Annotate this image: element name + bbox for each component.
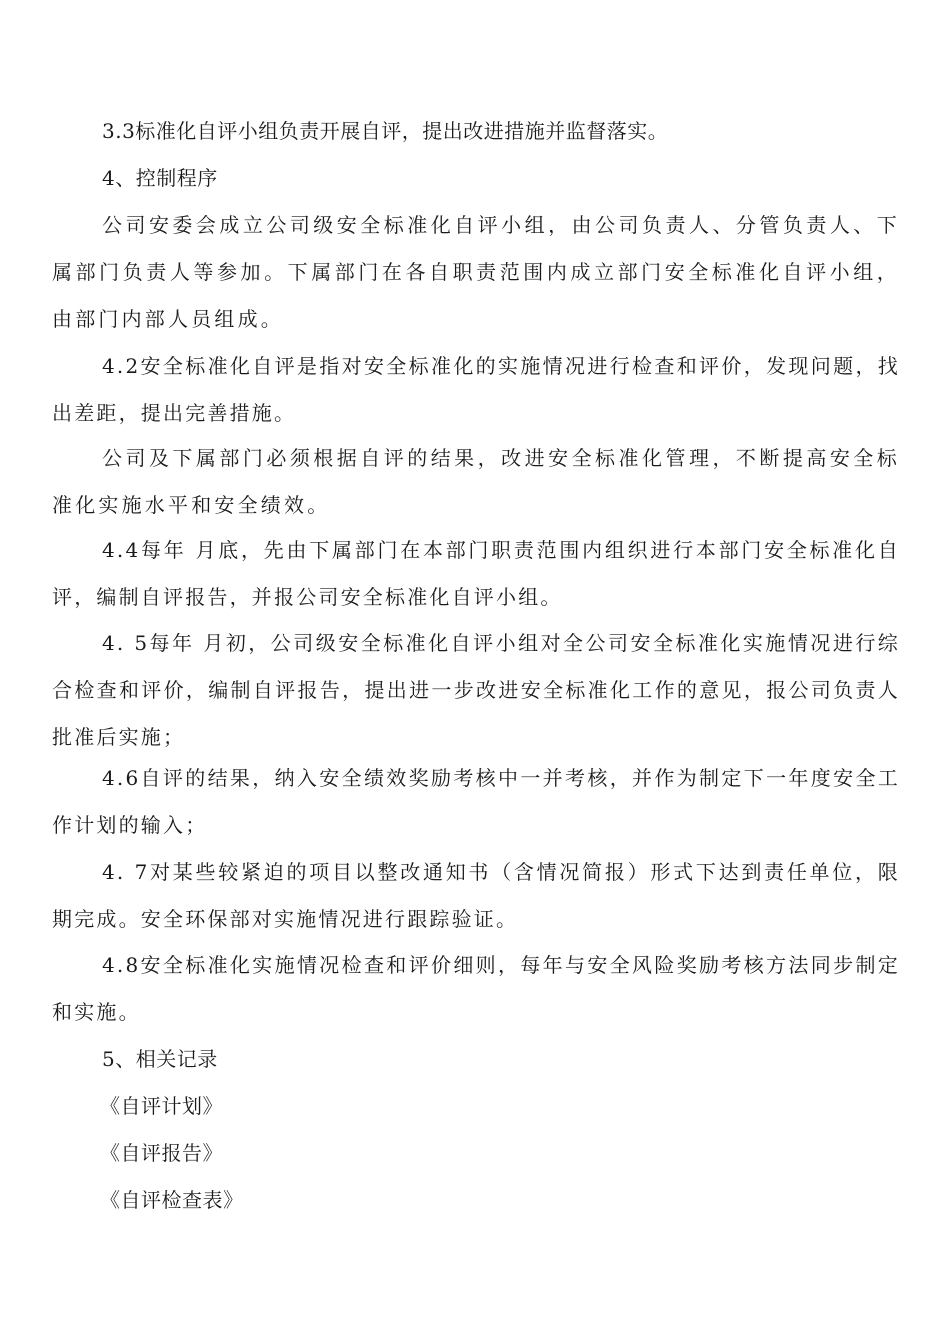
record-self-evaluation-report: 《自评报告》: [100, 1141, 223, 1165]
paragraph-4-5: 4. 5每年 月初，公司级安全标准化自评小组对全公司安全标准化实施情况进行综合检查和评价，编制自评报告，提出进一步改进安全标准化工作的意见，报公司负责人批准后实施；: [52, 631, 900, 749]
record-self-evaluation-checklist: 《自评检查表》: [100, 1188, 244, 1212]
paragraph-4-6: 4.6自评的结果，纳入安全绩效奖励考核中一并考核，并作为制定下一年度安全工作计划的输入；: [52, 766, 900, 837]
paragraph-4-7: 4. 7对某些较紧迫的项目以整改通知书（含情况简报）形式下达到责任单位，限期完成。安全环保部对实施情况进行跟踪验证。: [52, 860, 900, 931]
record-self-evaluation-plan: 《自评计划》: [100, 1094, 223, 1118]
paragraph-4-3: 公司及下属部门必须根据自评的结果，改进安全标准化管理，不断提高安全标准化实施水平和安全绩效。: [52, 446, 900, 517]
paragraph-4-1: 公司安委会成立公司级安全标准化自评小组，由公司负责人、分管负责人、下属部门负责人等参加。下属部门在各自职责范围内成立部门安全标准化自评小组，由部门内部人员组成。: [52, 213, 900, 331]
paragraph-3-3: 3.3标准化自评小组负责开展自评，提出改进措施并监督落实。: [102, 119, 669, 143]
paragraph-4-8: 4.8安全标准化实施情况检查和评价细则，每年与安全风险奖励考核方法同步制定和实施。: [52, 953, 900, 1024]
section-heading-related-records: 5、相关记录: [102, 1047, 218, 1071]
paragraph-4-4: 4.4每年 月底，先由下属部门在本部门职责范围内组织进行本部门安全标准化自评，编制自评报告，并报公司安全标准化自评小组。: [52, 538, 900, 609]
section-heading-control-procedure: 4、控制程序: [102, 166, 218, 190]
paragraph-4-2: 4.2安全标准化自评是指对安全标准化的实施情况进行检查和评价，发现问题，找出差距，提出完善措施。: [52, 354, 900, 425]
